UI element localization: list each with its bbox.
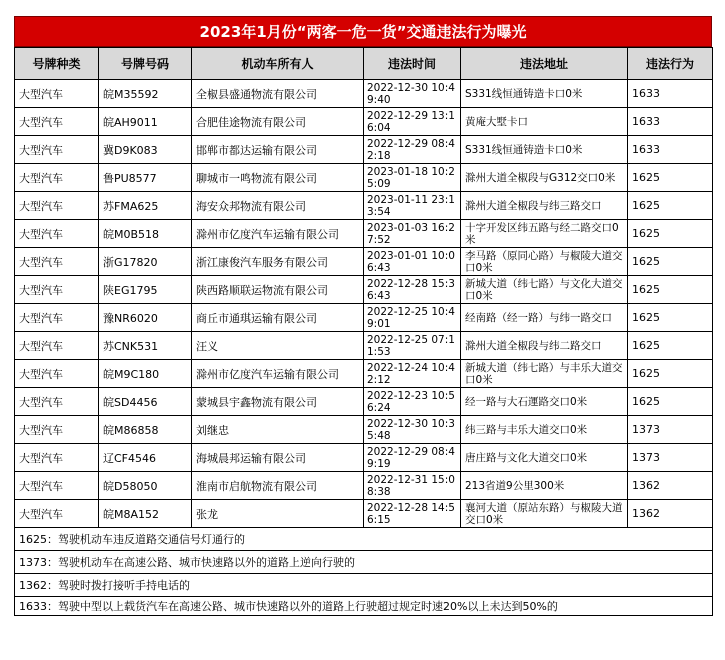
cell-plate-number: 苏CNK531 — [99, 332, 192, 360]
violation-table — [14, 47, 713, 616]
cell-plate-number: 鲁PU8577 — [99, 164, 192, 192]
cell-owner: 滁州市亿度汽车运输有限公司 — [192, 220, 364, 248]
note-row — [15, 597, 713, 616]
cell-time: 2022-12-25 10:49:01 — [364, 304, 461, 332]
note-text: 1362：驾驶时拨打接听手持电话的 — [15, 574, 713, 597]
violation-sheet — [14, 16, 712, 616]
cell-time: 2023-01-01 10:06:43 — [364, 248, 461, 276]
cell-time: 2023-01-18 10:25:09 — [364, 164, 461, 192]
notes-section — [15, 528, 713, 616]
cell-plate-type: 大型汽车 — [15, 500, 99, 528]
cell-plate-number: 皖AH9011 — [99, 108, 192, 136]
cell-violation-code: 1625 — [628, 332, 713, 360]
cell-time: 2022-12-25 07:11:53 — [364, 332, 461, 360]
cell-time: 2022-12-30 10:35:48 — [364, 416, 461, 444]
cell-plate-type: 大型汽车 — [15, 108, 99, 136]
table-row — [15, 388, 713, 416]
cell-address: 新城大道（纬七路）与丰乐大道交口0米 — [461, 360, 628, 388]
cell-address: 襄河大道（原站东路）与椒陵大道交口0米 — [461, 500, 628, 528]
cell-violation-code: 1373 — [628, 416, 713, 444]
cell-plate-type: 大型汽车 — [15, 80, 99, 108]
cell-plate-number: 皖M9C180 — [99, 360, 192, 388]
cell-violation-code: 1625 — [628, 360, 713, 388]
table-row — [15, 332, 713, 360]
cell-address: 黄庵大墅卡口 — [461, 108, 628, 136]
table-row — [15, 108, 713, 136]
table-row — [15, 80, 713, 108]
cell-address: 新城大道（纬七路）与文化大道交口0米 — [461, 276, 628, 304]
cell-owner: 刘继忠 — [192, 416, 364, 444]
cell-violation-code: 1625 — [628, 388, 713, 416]
cell-address: 滁州大道全椒段与G312交口0米 — [461, 164, 628, 192]
cell-time: 2022-12-23 10:56:24 — [364, 388, 461, 416]
cell-plate-type: 大型汽车 — [15, 304, 99, 332]
cell-violation-code: 1625 — [628, 248, 713, 276]
note-text: 1625：驾驶机动车违反道路交通信号灯通行的 — [15, 528, 713, 551]
cell-address: 经一路与大石運路交口0米 — [461, 388, 628, 416]
cell-violation-code: 1373 — [628, 444, 713, 472]
table-row — [15, 416, 713, 444]
cell-violation-code: 1633 — [628, 108, 713, 136]
cell-plate-number: 皖M86858 — [99, 416, 192, 444]
note-row — [15, 528, 713, 551]
col-header-plate-type: 号牌种类 — [15, 48, 99, 80]
table-row — [15, 500, 713, 528]
col-header-plate-number: 号牌号码 — [99, 48, 192, 80]
page-title: 2023年1月份“两客一危一货”交通违法行为曝光 — [14, 16, 712, 47]
cell-owner: 全椒县盛通物流有限公司 — [192, 80, 364, 108]
table-row — [15, 276, 713, 304]
col-header-time: 违法时间 — [364, 48, 461, 80]
table-row — [15, 360, 713, 388]
cell-plate-number: 皖D58050 — [99, 472, 192, 500]
col-header-violation-code: 违法行为 — [628, 48, 713, 80]
cell-time: 2022-12-29 13:16:04 — [364, 108, 461, 136]
cell-address: 经南路（经一路）与纬一路交口 — [461, 304, 628, 332]
cell-plate-type: 大型汽车 — [15, 360, 99, 388]
cell-plate-number: 皖M0B518 — [99, 220, 192, 248]
cell-address: 滁州大道全椒段与纬二路交口 — [461, 332, 628, 360]
cell-owner: 浙江康俊汽车服务有限公司 — [192, 248, 364, 276]
cell-violation-code: 1633 — [628, 136, 713, 164]
cell-owner: 滁州市亿度汽车运输有限公司 — [192, 360, 364, 388]
cell-plate-type: 大型汽车 — [15, 332, 99, 360]
cell-owner: 聊城市一鸣物流有限公司 — [192, 164, 364, 192]
table-body — [15, 80, 713, 528]
cell-owner: 陕西路顺联运物流有限公司 — [192, 276, 364, 304]
note-text: 1633：驾驶中型以上载货汽车在高速公路、城市快速路以外的道路上行驶超过规定时速20%以上未达到50%的 — [15, 597, 713, 616]
cell-address: 滁州大道全椒段与纬三路交口 — [461, 192, 628, 220]
cell-plate-number: 苏FMA625 — [99, 192, 192, 220]
cell-plate-number: 浙G17820 — [99, 248, 192, 276]
cell-plate-type: 大型汽车 — [15, 136, 99, 164]
cell-violation-code: 1625 — [628, 164, 713, 192]
cell-violation-code: 1362 — [628, 500, 713, 528]
cell-owner: 淮南市启航物流有限公司 — [192, 472, 364, 500]
cell-time: 2022-12-24 10:42:12 — [364, 360, 461, 388]
table-row — [15, 444, 713, 472]
cell-time: 2022-12-28 15:36:43 — [364, 276, 461, 304]
cell-owner: 邯郸市都达运输有限公司 — [192, 136, 364, 164]
cell-address: 213省道9公里300米 — [461, 472, 628, 500]
cell-plate-number: 辽CF4546 — [99, 444, 192, 472]
cell-plate-number: 豫NR6020 — [99, 304, 192, 332]
table-row — [15, 304, 713, 332]
cell-violation-code: 1625 — [628, 220, 713, 248]
table-row — [15, 164, 713, 192]
header-row — [15, 48, 713, 80]
cell-plate-type: 大型汽车 — [15, 416, 99, 444]
cell-time: 2022-12-29 08:49:19 — [364, 444, 461, 472]
cell-address: S331线恒通铸造卡口0米 — [461, 136, 628, 164]
cell-plate-type: 大型汽车 — [15, 444, 99, 472]
cell-owner: 海安众邦物流有限公司 — [192, 192, 364, 220]
cell-plate-type: 大型汽车 — [15, 248, 99, 276]
cell-owner: 汪义 — [192, 332, 364, 360]
cell-plate-number: 陕EG1795 — [99, 276, 192, 304]
cell-plate-type: 大型汽车 — [15, 388, 99, 416]
cell-violation-code: 1625 — [628, 304, 713, 332]
cell-owner: 商丘市通琪运输有限公司 — [192, 304, 364, 332]
cell-violation-code: 1633 — [628, 80, 713, 108]
cell-owner: 蒙城县宇鑫物流有限公司 — [192, 388, 364, 416]
cell-address: 唐庄路与文化大道交口0米 — [461, 444, 628, 472]
cell-plate-type: 大型汽车 — [15, 164, 99, 192]
cell-plate-type: 大型汽车 — [15, 472, 99, 500]
cell-address: 十字开发区纬五路与经二路交口0米 — [461, 220, 628, 248]
table-row — [15, 220, 713, 248]
cell-address: S331线恒通铸造卡口0米 — [461, 80, 628, 108]
cell-plate-type: 大型汽车 — [15, 220, 99, 248]
cell-time: 2023-01-11 23:13:54 — [364, 192, 461, 220]
cell-owner: 海城晨邦运输有限公司 — [192, 444, 364, 472]
table-row — [15, 136, 713, 164]
note-row — [15, 574, 713, 597]
note-row — [15, 551, 713, 574]
cell-violation-code: 1625 — [628, 276, 713, 304]
cell-plate-number: 皖SD4456 — [99, 388, 192, 416]
note-text: 1373：驾驶机动车在高速公路、城市快速路以外的道路上逆向行驶的 — [15, 551, 713, 574]
cell-address: 李马路（原同心路）与椒陵大道交口0米 — [461, 248, 628, 276]
table-row — [15, 472, 713, 500]
table-row — [15, 248, 713, 276]
cell-owner: 张龙 — [192, 500, 364, 528]
table-row — [15, 192, 713, 220]
cell-plate-number: 皖M35592 — [99, 80, 192, 108]
cell-time: 2022-12-30 10:49:40 — [364, 80, 461, 108]
cell-owner: 合肥佳途物流有限公司 — [192, 108, 364, 136]
cell-address: 纬三路与丰乐大道交口0米 — [461, 416, 628, 444]
cell-time: 2023-01-03 16:27:52 — [364, 220, 461, 248]
col-header-owner: 机动车所有人 — [192, 48, 364, 80]
cell-plate-number: 皖M8A152 — [99, 500, 192, 528]
cell-violation-code: 1625 — [628, 192, 713, 220]
col-header-address: 违法地址 — [461, 48, 628, 80]
cell-time: 2022-12-31 15:08:38 — [364, 472, 461, 500]
cell-violation-code: 1362 — [628, 472, 713, 500]
cell-time: 2022-12-29 08:42:18 — [364, 136, 461, 164]
cell-plate-number: 冀D9K083 — [99, 136, 192, 164]
cell-plate-type: 大型汽车 — [15, 192, 99, 220]
cell-time: 2022-12-28 14:56:15 — [364, 500, 461, 528]
cell-plate-type: 大型汽车 — [15, 276, 99, 304]
